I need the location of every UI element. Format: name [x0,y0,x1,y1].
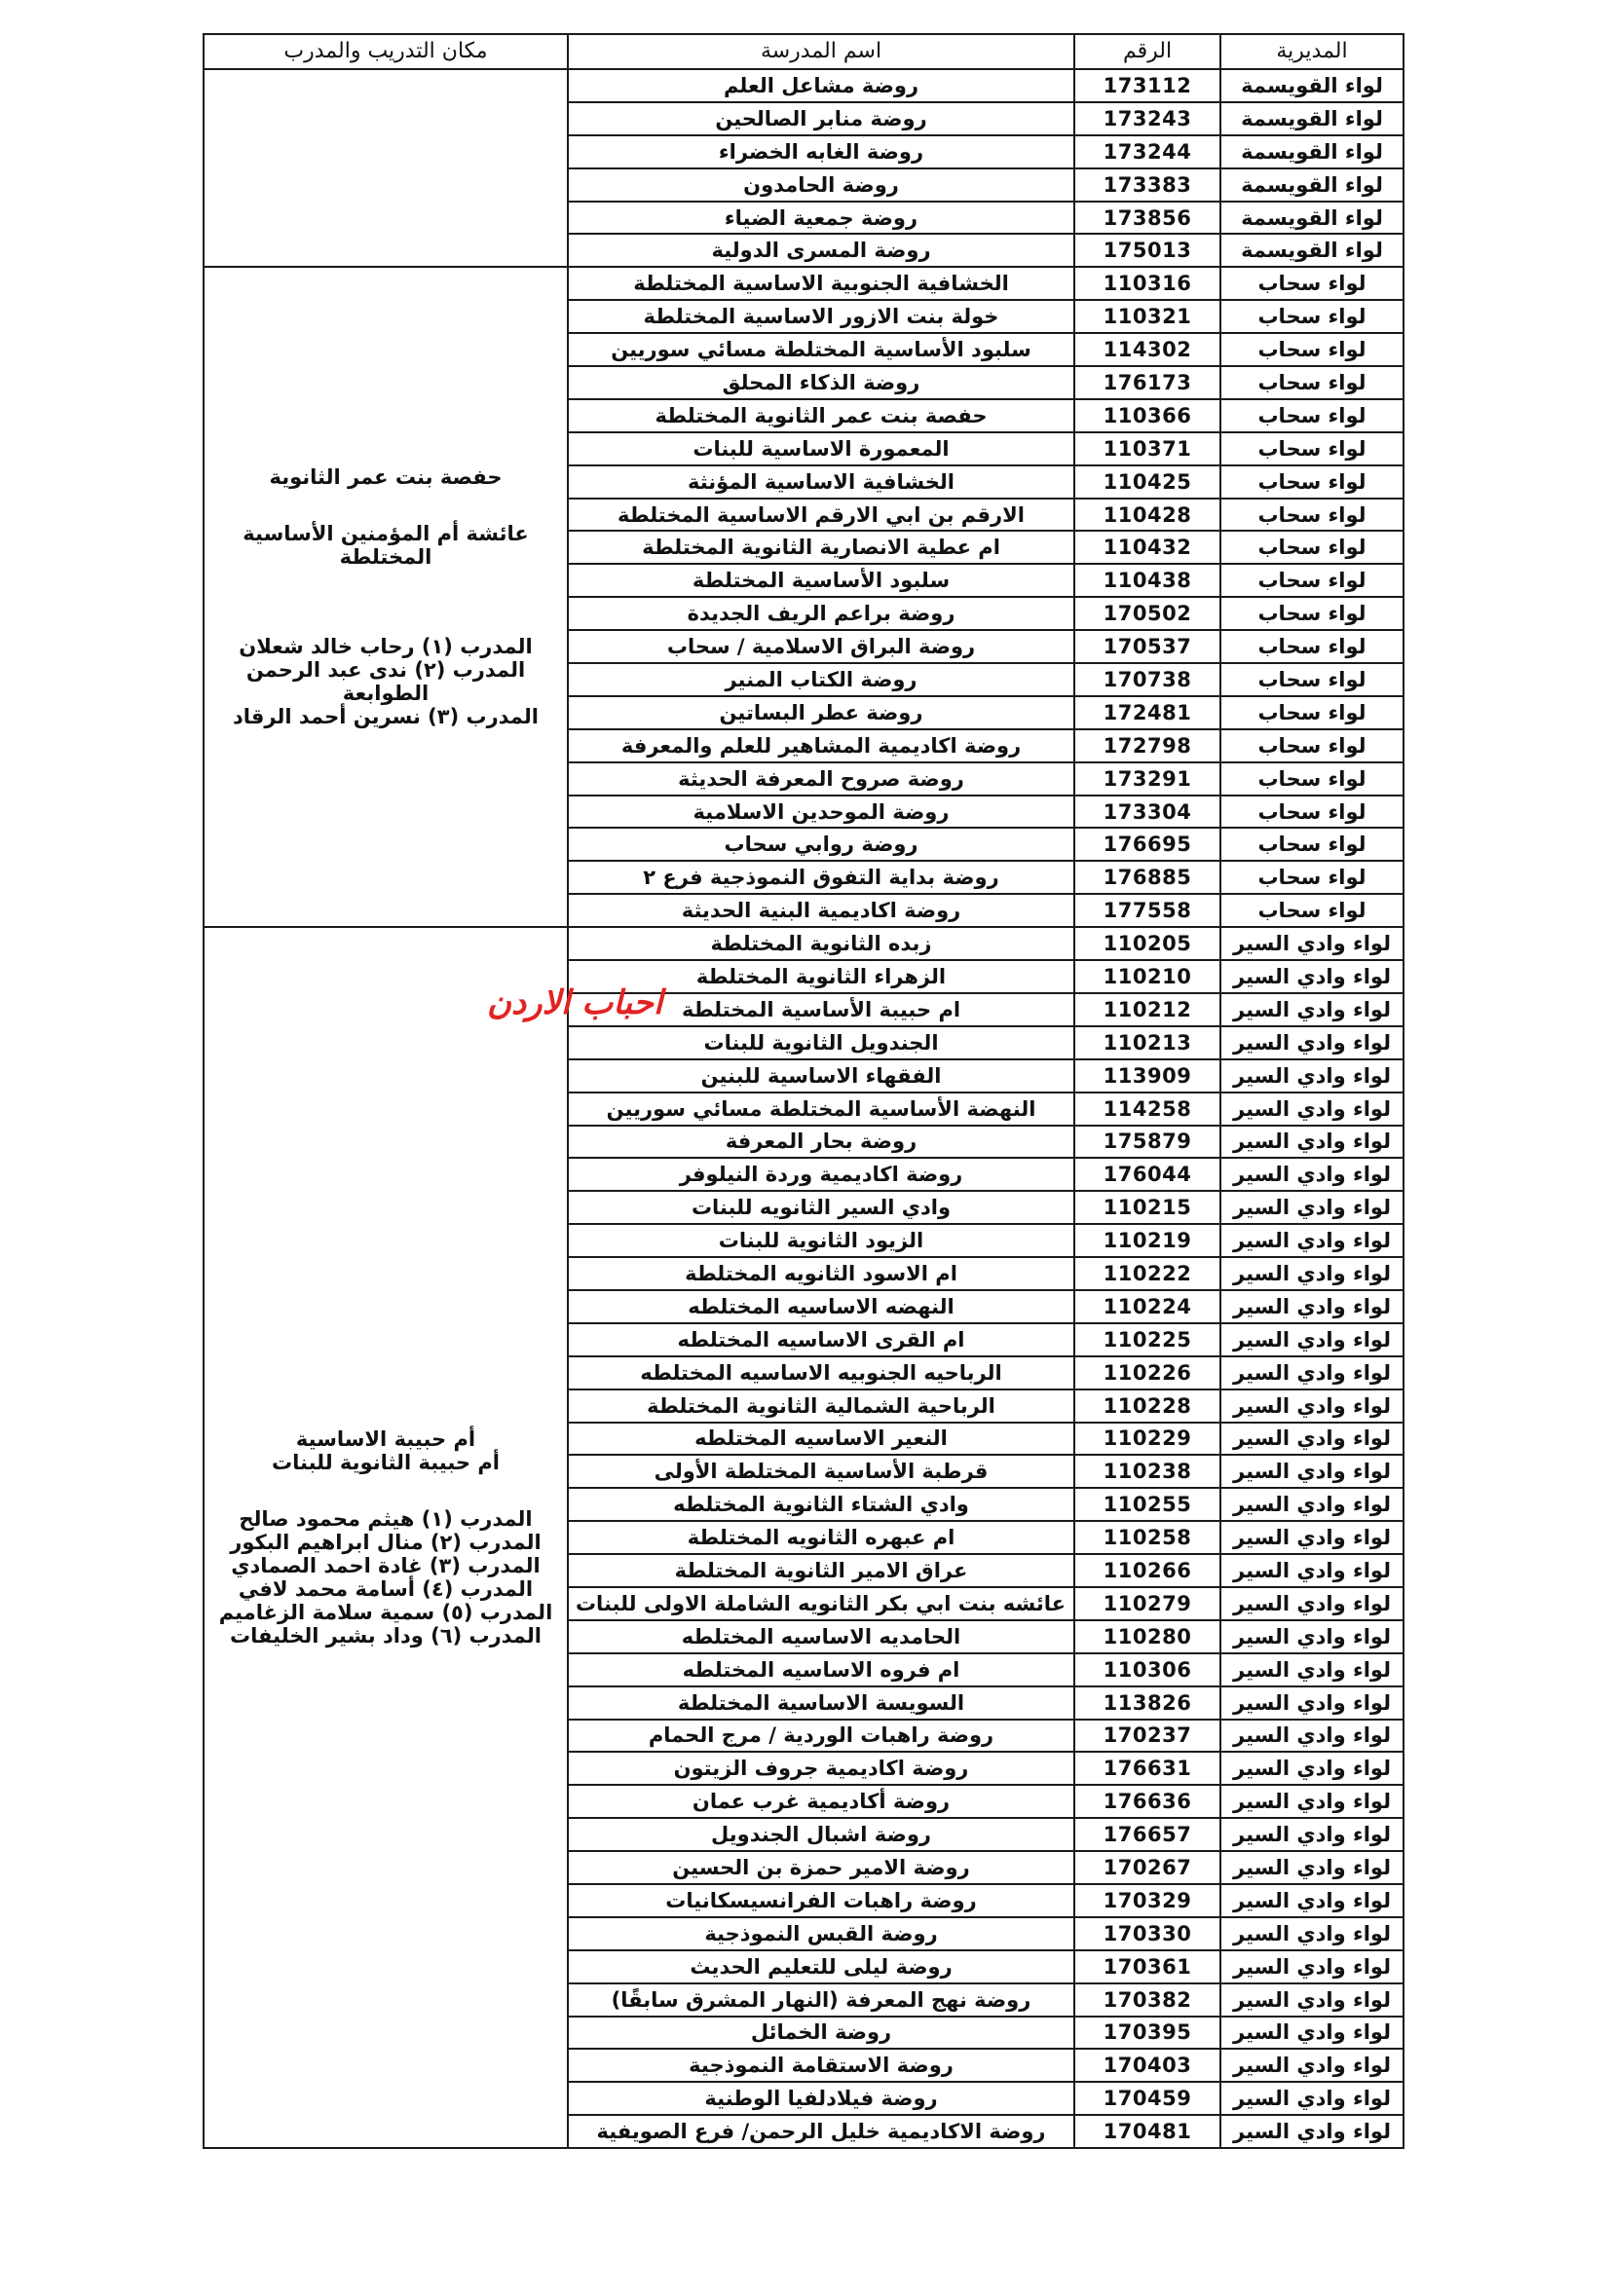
place-line [212,1474,559,1507]
directorate-cell: لواء القويسمة [1220,234,1404,267]
number-cell: 110258 [1074,1521,1220,1554]
number-cell: 110224 [1074,1290,1220,1323]
directorate-cell: لواء سحاب [1220,399,1404,432]
watermark-text: احباب الاردن [487,983,663,1022]
number-cell: 110280 [1074,1620,1220,1653]
directorate-cell: لواء سحاب [1220,366,1404,399]
number-cell: 173244 [1074,135,1220,168]
directorate-cell: لواء القويسمة [1220,168,1404,202]
directorate-cell: لواء وادي السير [1220,1983,1404,2017]
school-name-cell: روضة راهبات الوردية / مرج الحمام [568,1720,1074,1753]
directorate-cell: لواء وادي السير [1220,1488,1404,1521]
place-line: المدرب (٣) غادة احمد الصمادي [231,1554,541,1578]
school-name-cell: حفصة بنت عمر الثانوية المختلطة [568,399,1074,432]
school-name-cell: روضة الكتاب المنير [568,663,1074,696]
number-cell: 114258 [1074,1092,1220,1126]
school-name-cell: روضة الاكاديمية خليل الرحمن/ فرع الصويفية [568,2115,1074,2148]
directorate-cell: لواء وادي السير [1220,960,1404,993]
school-name-cell: سلبود الأساسية المختلطة [568,564,1074,597]
directorate-cell: لواء سحاب [1220,267,1404,300]
directorate-cell: لواء وادي السير [1220,1290,1404,1323]
directorate-cell: لواء وادي السير [1220,1323,1404,1356]
number-cell: 110306 [1074,1653,1220,1686]
school-name-cell: ام عطية الانصارية الثانوية المختلطة [568,531,1074,564]
place-line: المدرب (٦) وداد بشير الخليفات [230,1624,542,1648]
school-name-cell: روضة فيلادلفيا الوطنية [568,2082,1074,2115]
directorate-cell: لواء سحاب [1220,465,1404,499]
place-line: أم حبيبة الاساسية [295,1427,476,1452]
school-name-cell: روضة نهج المعرفة (النهار المشرق سابقًا) [568,1983,1074,2017]
school-name-cell: قرطبة الأساسية المختلطة الأولى [568,1455,1074,1488]
school-name-cell: المعمورة الاساسية للبنات [568,432,1074,465]
number-cell: 110321 [1074,300,1220,333]
school-name-cell: وادي السير الثانويه للبنات [568,1191,1074,1224]
place-line: عائشة أم المؤمنين الأساسية [243,522,529,546]
number-cell: 173291 [1074,762,1220,796]
school-name-cell: ام عبهره الثانويه المختلطة [568,1521,1074,1554]
place-line: المختلطة [339,545,432,570]
directorate-cell: لواء وادي السير [1220,1257,1404,1290]
directorate-cell: لواء وادي السير [1220,1191,1404,1224]
school-name-cell: الحامديه الاساسيه المختلطه [568,1620,1074,1653]
directorate-cell: لواء سحاب [1220,828,1404,861]
number-cell: 110425 [1074,465,1220,499]
place-line [212,602,559,635]
school-name-cell: روضة اشبال الجندويل [568,1818,1074,1851]
table-body [204,69,1404,2148]
directorate-cell: لواء سحاب [1220,630,1404,663]
school-name-cell: الارقم بن ابي الارقم الاساسية المختلطة [568,499,1074,532]
directorate-cell: لواء سحاب [1220,333,1404,366]
directorate-cell: لواء وادي السير [1220,2082,1404,2115]
place-line [212,489,559,522]
school-name-cell: روضة الخمائل [568,2017,1074,2050]
school-name-cell: خولة بنت الازور الاساسية المختلطة [568,300,1074,333]
number-cell: 170330 [1074,1917,1220,1950]
school-name-cell: الخشافية الاساسية المؤنثة [568,465,1074,499]
school-name-cell: روضة بحار المعرفة [568,1126,1074,1159]
number-cell: 110238 [1074,1455,1220,1488]
directorate-cell: لواء وادي السير [1220,1126,1404,1159]
school-name-cell: عائشه بنت ابي بكر الثانويه الشاملة الاولى للبنات [568,1587,1074,1620]
school-name-cell: روضة جمعية الضياء [568,202,1074,235]
place-line: المدرب (٢) ندى عبد الرحمن [245,658,526,683]
directorate-cell: لواء القويسمة [1220,202,1404,235]
place-line: المدرب (٤) أسامة محمد لافي [238,1577,534,1602]
number-cell: 113826 [1074,1686,1220,1720]
school-name-cell: سلبود الأساسية المختلطة مسائي سوريين [568,333,1074,366]
directorate-cell: لواء وادي السير [1220,1917,1404,1950]
directorate-cell: لواء سحاب [1220,597,1404,630]
directorate-cell: لواء وادي السير [1220,1752,1404,1785]
number-cell: 110215 [1074,1191,1220,1224]
directorate-cell: لواء وادي السير [1220,2049,1404,2082]
school-name-cell: ام الاسود الثانويه المختلطة [568,1257,1074,1290]
place-line: المدرب (٢) منال ابراهيم البكور [230,1531,542,1555]
number-cell: 176657 [1074,1818,1220,1851]
school-name-cell: روضة البراق الاسلامية / سحاب [568,630,1074,663]
number-cell: 170403 [1074,2049,1220,2082]
header-number: الرقم [1074,34,1220,69]
number-cell: 110432 [1074,531,1220,564]
schools-table [203,33,1404,2149]
directorate-cell: لواء وادي السير [1220,1950,1404,1983]
school-name-cell: الخشافية الجنوبية الاساسية المختلطة [568,267,1074,300]
directorate-cell: لواء وادي السير [1220,1224,1404,1257]
school-name-cell: روضة روابي سحاب [568,828,1074,861]
school-name-cell: روضة الحامدون [568,168,1074,202]
school-name-cell: روضة المسرى الدولية [568,234,1074,267]
school-name-cell: وادي الشتاء الثانوية المختلطه [568,1488,1074,1521]
header-school: اسم المدرسة [568,34,1074,69]
directorate-cell: لواء القويسمة [1220,135,1404,168]
place-line: المدرب (٣) نسرين أحمد الرقاد [233,705,539,729]
training-place-cell [204,267,568,927]
table-row [204,927,1404,960]
header-directorate: المديرية [1220,34,1404,69]
table-row [204,267,1404,300]
number-cell: 110366 [1074,399,1220,432]
number-cell: 110212 [1074,993,1220,1026]
number-cell: 170537 [1074,630,1220,663]
number-cell: 110213 [1074,1026,1220,1059]
number-cell: 172798 [1074,729,1220,762]
directorate-cell: لواء سحاب [1220,696,1404,729]
school-name-cell: روضة صروح المعرفة الحديثة [568,762,1074,796]
school-name-cell: روضة الموحدين الاسلامية [568,796,1074,829]
number-cell: 177558 [1074,894,1220,927]
number-cell: 176173 [1074,366,1220,399]
school-name-cell: الزيود الثانوية للبنات [568,1224,1074,1257]
directorate-cell: لواء وادي السير [1220,993,1404,1026]
school-name-cell: روضة الاستقامة النموذجية [568,2049,1074,2082]
school-name-cell: روضة اكاديمية البنية الحديثة [568,894,1074,927]
school-name-cell: النعير الاساسيه المختلطه [568,1423,1074,1456]
number-cell: 110266 [1074,1554,1220,1587]
directorate-cell: لواء وادي السير [1220,1653,1404,1686]
number-cell: 110279 [1074,1587,1220,1620]
directorate-cell: لواء القويسمة [1220,102,1404,135]
school-name-cell: روضة الغابه الخضراء [568,135,1074,168]
school-name-cell: السويسة الاساسية المختلطة [568,1686,1074,1720]
school-name-cell: الفقهاء الاساسية للبنين [568,1059,1074,1092]
number-cell: 173304 [1074,796,1220,829]
directorate-cell: لواء وادي السير [1220,2115,1404,2148]
school-name-cell: الرباحية الشمالية الثانوية المختلطة [568,1389,1074,1423]
directorate-cell: لواء سحاب [1220,729,1404,762]
number-cell: 110438 [1074,564,1220,597]
directorate-cell: لواء وادي السير [1220,1059,1404,1092]
directorate-cell: لواء سحاب [1220,796,1404,829]
school-name-cell: ام حبيبة الأساسية المختلطة [568,993,1074,1026]
number-cell: 176044 [1074,1158,1220,1191]
number-cell: 170481 [1074,2115,1220,2148]
school-name-cell: الرباحيه الجنوبيه الاساسيه المختلطه [568,1356,1074,1389]
number-cell: 110225 [1074,1323,1220,1356]
number-cell: 172481 [1074,696,1220,729]
place-line: الطوابعة [342,682,430,706]
place-line: المدرب (٥) سمية سلامة الزغاميم [218,1601,553,1625]
directorate-cell: لواء سحاب [1220,300,1404,333]
number-cell: 176631 [1074,1752,1220,1785]
directorate-cell: لواء سحاب [1220,894,1404,927]
number-cell: 110371 [1074,432,1220,465]
directorate-cell: لواء سحاب [1220,564,1404,597]
number-cell: 173383 [1074,168,1220,202]
number-cell: 114302 [1074,333,1220,366]
place-line: أم حبيبة الثانوية للبنات [272,1451,500,1475]
number-cell: 170395 [1074,2017,1220,2050]
place-line: المدرب (١) هيثم محمود صالح [239,1507,533,1532]
school-name-cell: روضة راهبات الفرانسيسكانيات [568,1884,1074,1917]
number-cell: 175879 [1074,1126,1220,1159]
training-place-cell [204,69,568,267]
directorate-cell: لواء وادي السير [1220,1092,1404,1126]
directorate-cell: لواء وادي السير [1220,1554,1404,1587]
number-cell: 110222 [1074,1257,1220,1290]
directorate-cell: لواء القويسمة [1220,69,1404,102]
number-cell: 170738 [1074,663,1220,696]
directorate-cell: لواء سحاب [1220,531,1404,564]
directorate-cell: لواء وادي السير [1220,1720,1404,1753]
number-cell: 110316 [1074,267,1220,300]
number-cell: 110219 [1074,1224,1220,1257]
table-header-row [204,34,1404,69]
number-cell: 176885 [1074,861,1220,894]
school-name-cell: روضة أكاديمية غرب عمان [568,1785,1074,1818]
school-name-cell: النهضة الأساسية المختلطة مسائي سوريين [568,1092,1074,1126]
school-name-cell: روضة ليلى للتعليم الحديث [568,1950,1074,1983]
directorate-cell: لواء وادي السير [1220,1389,1404,1423]
directorate-cell: لواء وادي السير [1220,1686,1404,1720]
place-line [212,569,559,602]
table-row [204,69,1404,102]
directorate-cell: لواء وادي السير [1220,1423,1404,1456]
number-cell: 110428 [1074,499,1220,532]
school-name-cell: الزهراء الثانوية المختلطة [568,960,1074,993]
training-place-cell [204,927,568,2148]
number-cell: 110255 [1074,1488,1220,1521]
directorate-cell: لواء وادي السير [1220,1587,1404,1620]
directorate-cell: لواء سحاب [1220,663,1404,696]
school-name-cell: روضة منابر الصالحين [568,102,1074,135]
number-cell: 110226 [1074,1356,1220,1389]
directorate-cell: لواء وادي السير [1220,1026,1404,1059]
number-cell: 170267 [1074,1851,1220,1884]
directorate-cell: لواء وادي السير [1220,1455,1404,1488]
number-cell: 170237 [1074,1720,1220,1753]
number-cell: 113909 [1074,1059,1220,1092]
number-cell: 170459 [1074,2082,1220,2115]
number-cell: 170361 [1074,1950,1220,1983]
school-name-cell: روضة مشاعل العلم [568,69,1074,102]
number-cell: 176695 [1074,828,1220,861]
number-cell: 173856 [1074,202,1220,235]
directorate-cell: لواء سحاب [1220,432,1404,465]
number-cell: 175013 [1074,234,1220,267]
school-name-cell: روضة القبس النموذجية [568,1917,1074,1950]
directorate-cell: لواء سحاب [1220,499,1404,532]
school-name-cell: ام القرى الاساسيه المختلطه [568,1323,1074,1356]
school-name-cell: روضة الامير حمزة بن الحسين [568,1851,1074,1884]
directorate-cell: لواء وادي السير [1220,1521,1404,1554]
place-line: حفصة بنت عمر الثانوية [269,465,503,490]
number-cell: 110205 [1074,927,1220,960]
directorate-cell: لواء وادي السير [1220,1785,1404,1818]
school-name-cell: عراق الامير الثانوية المختلطة [568,1554,1074,1587]
school-name-cell: روضة اكاديمية المشاهير للعلم والمعرفة [568,729,1074,762]
directorate-cell: لواء سحاب [1220,762,1404,796]
number-cell: 173243 [1074,102,1220,135]
school-name-cell: ام فروه الاساسيه المختلطه [568,1653,1074,1686]
directorate-cell: لواء وادي السير [1220,1158,1404,1191]
number-cell: 110228 [1074,1389,1220,1423]
directorate-cell: لواء وادي السير [1220,1356,1404,1389]
number-cell: 110229 [1074,1423,1220,1456]
directorate-cell: لواء سحاب [1220,861,1404,894]
number-cell: 173112 [1074,69,1220,102]
school-name-cell: زبده الثانوية المختلطة [568,927,1074,960]
directorate-cell: لواء وادي السير [1220,1851,1404,1884]
number-cell: 110210 [1074,960,1220,993]
directorate-cell: لواء وادي السير [1220,1818,1404,1851]
header-place: مكان التدريب والمدرب [204,34,568,69]
directorate-cell: لواء وادي السير [1220,2017,1404,2050]
place-line: المدرب (١) رحاب خالد شعلان [239,635,533,659]
school-name-cell: روضة بداية التفوق النموذجية فرع ٢ [568,861,1074,894]
number-cell: 170329 [1074,1884,1220,1917]
directorate-cell: لواء وادي السير [1220,927,1404,960]
school-name-cell: روضة براعم الريف الجديدة [568,597,1074,630]
school-name-cell: الجندويل الثانوية للبنات [568,1026,1074,1059]
number-cell: 170382 [1074,1983,1220,2017]
school-name-cell: روضة اكاديمية وردة النيلوفر [568,1158,1074,1191]
school-name-cell: النهضه الاساسيه المختلطه [568,1290,1074,1323]
school-name-cell: روضة الذكاء المحلق [568,366,1074,399]
school-name-cell: روضة اكاديمية جروف الزيتون [568,1752,1074,1785]
school-name-cell: روضة عطر البساتين [568,696,1074,729]
directorate-cell: لواء وادي السير [1220,1884,1404,1917]
directorate-cell: لواء وادي السير [1220,1620,1404,1653]
number-cell: 176636 [1074,1785,1220,1818]
number-cell: 170502 [1074,597,1220,630]
